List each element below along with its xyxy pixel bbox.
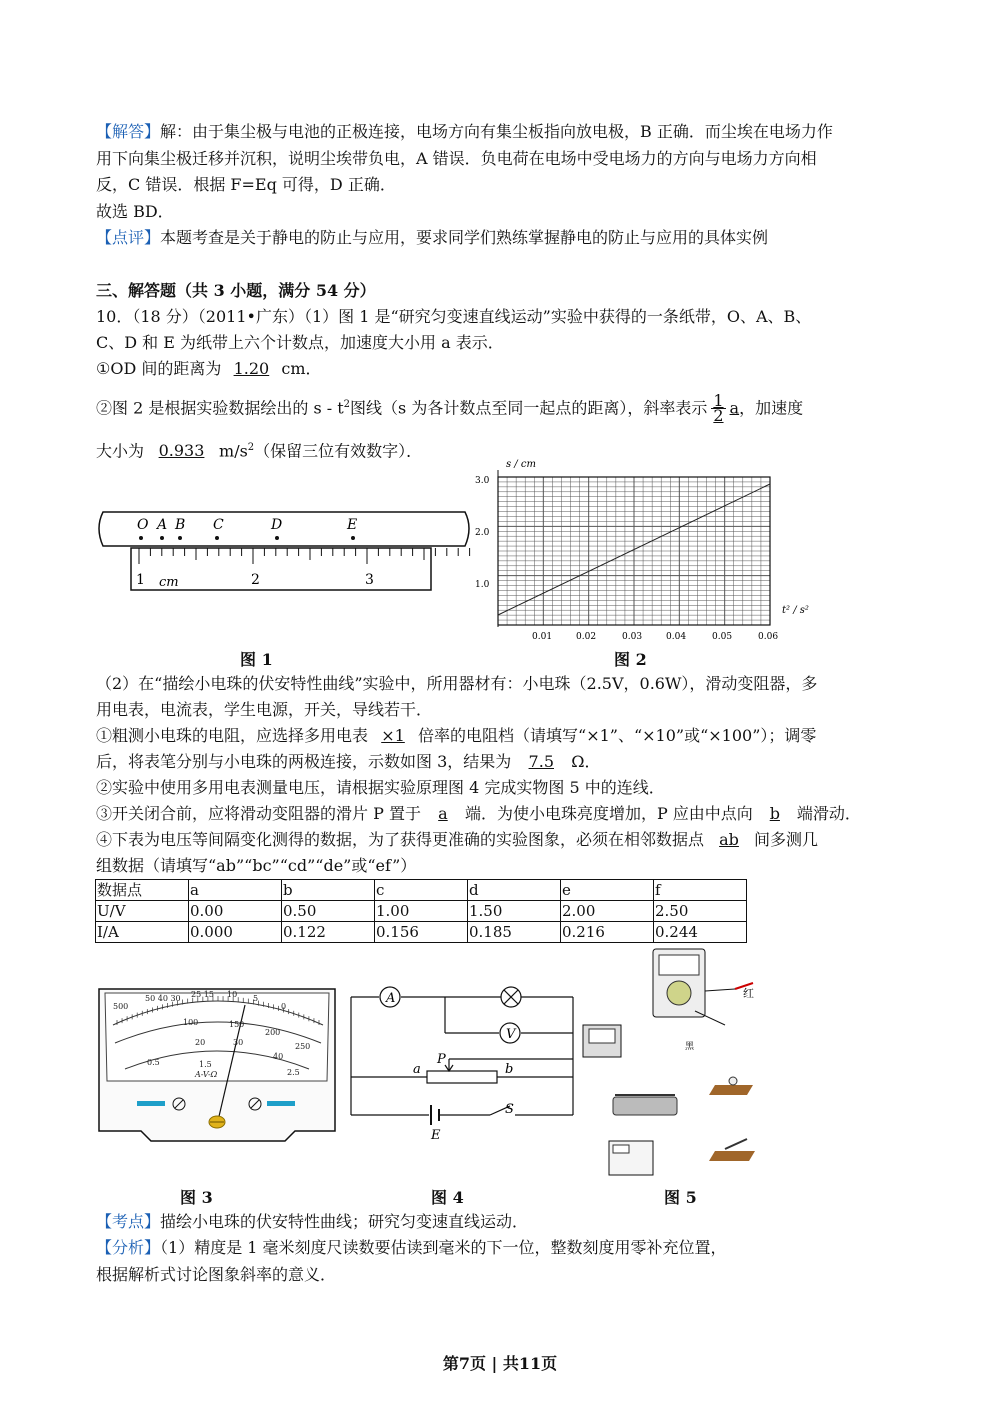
figure-4-circuit	[345, 985, 580, 1145]
q10-item-2b: 大小为 0.933 $m/s^2$（保留三位有效数字）．	[96, 441, 423, 461]
slide-rheostat	[613, 1097, 677, 1115]
caption-fig-3: 图 3	[180, 1188, 213, 1207]
svg-text:25 15: 25 15	[191, 990, 214, 999]
svg-text:100: 100	[183, 1018, 199, 1027]
kaodian-line: 【考点】描绘小电珠的伏安特性曲线；研究匀变速直线运动．	[96, 1212, 529, 1231]
answer-choice: 故选 BD．	[96, 202, 174, 221]
svg-text:40: 40	[273, 1052, 284, 1061]
tape-point-O: O	[137, 517, 149, 533]
circuit-label-a: a	[413, 1062, 421, 1077]
figure-3-multimeter	[95, 985, 340, 1143]
graph-ylabel: s / cm	[506, 459, 536, 470]
svg-text:10: 10	[227, 990, 238, 999]
figure-1-tape	[95, 500, 475, 600]
answer-tag: 【解答】	[96, 122, 161, 141]
table-row: 数据点 a b c d e f	[96, 880, 747, 901]
part2-line-2: 用电表，电流表，学生电源，开关，导线若干．	[96, 700, 433, 719]
y-tick: 1.0	[475, 580, 490, 590]
figure-2-graph	[470, 455, 820, 650]
tape-point-B: B	[175, 517, 186, 533]
q10-item-1: ①OD 间的距离为 1.20 cm．	[96, 359, 322, 378]
x-tick: 0.03	[622, 632, 643, 642]
ruler-num-2: 2	[251, 572, 260, 588]
answer-blank: ab	[719, 830, 739, 849]
voltmeter-label: V	[506, 1027, 516, 1042]
svg-text:A-V-Ω: A-V-Ω	[195, 1070, 218, 1079]
caption-fig-1: 图 1	[240, 650, 273, 669]
svg-text:150: 150	[229, 1020, 245, 1029]
svg-text:30: 30	[233, 1038, 244, 1047]
tape-point-C: C	[213, 517, 224, 533]
ruler-unit: cm	[159, 575, 179, 590]
figure-5-apparatus	[575, 945, 775, 1185]
circuit-label-b: b	[505, 1062, 514, 1077]
svg-text:0.5: 0.5	[147, 1058, 160, 1067]
probe-red-label: 红	[743, 987, 754, 1000]
circuit-label-E: E	[431, 1128, 441, 1143]
fraction: $\frac{1}{2}$	[713, 391, 724, 426]
section-title: 三、解答题（共 3 小题，满分 54 分）	[96, 281, 376, 300]
x-tick: 0.04	[666, 632, 687, 642]
tape-point-E: E	[347, 517, 358, 533]
switch	[709, 1151, 755, 1161]
page-footer: 第7页 | 共11页	[442, 1354, 558, 1373]
kaodian-tag: 【考点】	[96, 1212, 161, 1231]
svg-text:250: 250	[295, 1042, 311, 1051]
tape-point-A: A	[157, 517, 168, 533]
comment-line: 【点评】本题考查是关于静电的防止与应用，要求同学们熟练掌握静电的防止与应用的具体实例	[96, 228, 769, 247]
comment-tag: 【点评】	[96, 228, 161, 247]
answer-line-1: 【解答】解：由于集尘极与电池的正极连接，电场方向有集尘板指向放电极，B 正确．而尘埃在电场力作	[96, 122, 833, 141]
svg-text:0: 0	[281, 1002, 287, 1011]
answer-blank: 0.933	[158, 441, 205, 461]
part2-item-3: ③开关闭合前，应将滑动变阻器的滑片 P 置于 a 端．为使小电珠亮度增加，P 应由中点向 b 端滑动．	[96, 804, 861, 823]
svg-text:50 40 30: 50 40 30	[145, 994, 181, 1003]
x-tick: 0.05	[712, 632, 733, 642]
svg-text:200: 200	[265, 1028, 281, 1037]
fenxi-tag: 【分析】	[96, 1238, 161, 1257]
caption-fig-2: 图 2	[614, 650, 647, 669]
svg-text:5: 5	[253, 994, 259, 1003]
caption-fig-4: 图 4	[431, 1188, 464, 1207]
ruler-num-1: 1	[136, 572, 145, 588]
part2-item-1b: 后，将表笔分别与小电珠的两极连接，示数如图 3，结果为 7.5 Ω．	[96, 752, 601, 771]
svg-text:20: 20	[195, 1038, 206, 1047]
svg-text:1.5: 1.5	[199, 1060, 212, 1069]
answer-blank: 1.20	[233, 359, 270, 378]
x-tick: 0.06	[758, 632, 779, 642]
fenxi-line: 【分析】（1）精度是 1 毫米刻度尺读数要估读到毫米的下一位，整数刻度用零补充位置，	[96, 1238, 727, 1257]
tape-point-D: D	[271, 517, 283, 533]
part2-item-4b: 组数据（请填写“ab”“bc”“cd”“de”或“ef”）	[96, 856, 417, 875]
fenxi-line-2: 根据解析式讨论图象斜率的意义．	[96, 1265, 337, 1284]
caption-fig-5: 图 5	[664, 1188, 697, 1207]
part2-item-2: ②实验中使用多用电表测量电压，请根据实验原理图 4 完成实物图 5 中的连线．	[96, 778, 665, 797]
part2-item-4: ④下表为电压等间隔变化测得的数据，为了获得更准确的实验图象，必须在相邻数据点 ab 间多测几	[96, 830, 819, 849]
y-tick: 2.0	[475, 528, 490, 538]
graph-xlabel: t² / s²	[782, 605, 809, 616]
answer-blank: ×1	[381, 726, 405, 745]
probe-black-label: 黑	[685, 1042, 695, 1052]
part2-line-1: （2）在“描绘小电珠的伏安特性曲线”实验中，所用器材有：小电珠（2.5V，0.6W），滑动变阻器，多	[96, 674, 818, 693]
part2-item-1: ①粗测小电珠的电阻，应选择多用电表 ×1 倍率的电阻档（请填写“×1”、“×10”或“×100”）；调零	[96, 726, 817, 745]
circuit-label-P: P	[437, 1052, 446, 1067]
q10-item-2: ②图 2 是根据实验数据绘出的 s - $t^2$图线（s 为各计数点至同一起点的距离），斜率表示 $\frac{1}{2}$ a，加速度	[96, 391, 804, 426]
answer-line-3: 反，C 错误．根据 F=Eq 可得，D 正确．	[96, 175, 396, 194]
svg-text:2.5: 2.5	[287, 1068, 300, 1077]
table-row: U/V 0.00 0.50 1.00 1.50 2.00 2.50	[96, 901, 747, 922]
ruler-num-3: 3	[365, 572, 374, 588]
x-tick: 0.01	[532, 632, 553, 642]
answer-blank: a	[438, 804, 448, 823]
q10-line-1: 10．（18 分）（2011•广东）（1）图 1 是“研究匀变速直线运动”实验中获得的一条纸带，O、A、B、	[96, 307, 812, 326]
ammeter-label: A	[386, 991, 396, 1006]
svg-text:500: 500	[113, 1002, 129, 1011]
table-row: I/A 0.000 0.122 0.156 0.185 0.216 0.244	[96, 922, 747, 943]
y-tick: 3.0	[475, 476, 490, 486]
answer-blank: b	[769, 804, 780, 823]
circuit-label-S: S	[505, 1102, 514, 1117]
answer-line-2: 用下向集尘极迁移并沉积，说明尘埃带负电，A 错误．负电荷在电场中受电场力的方向与电场力方向相	[96, 149, 817, 168]
lamp-holder	[709, 1085, 753, 1095]
x-tick: 0.02	[576, 632, 597, 642]
data-table	[95, 879, 747, 943]
q10-line-2: C、D 和 E 为纸带上六个计数点，加速度大小用 a 表示．	[96, 333, 504, 352]
answer-blank: 7.5	[528, 752, 554, 771]
rheostat	[427, 1071, 497, 1083]
